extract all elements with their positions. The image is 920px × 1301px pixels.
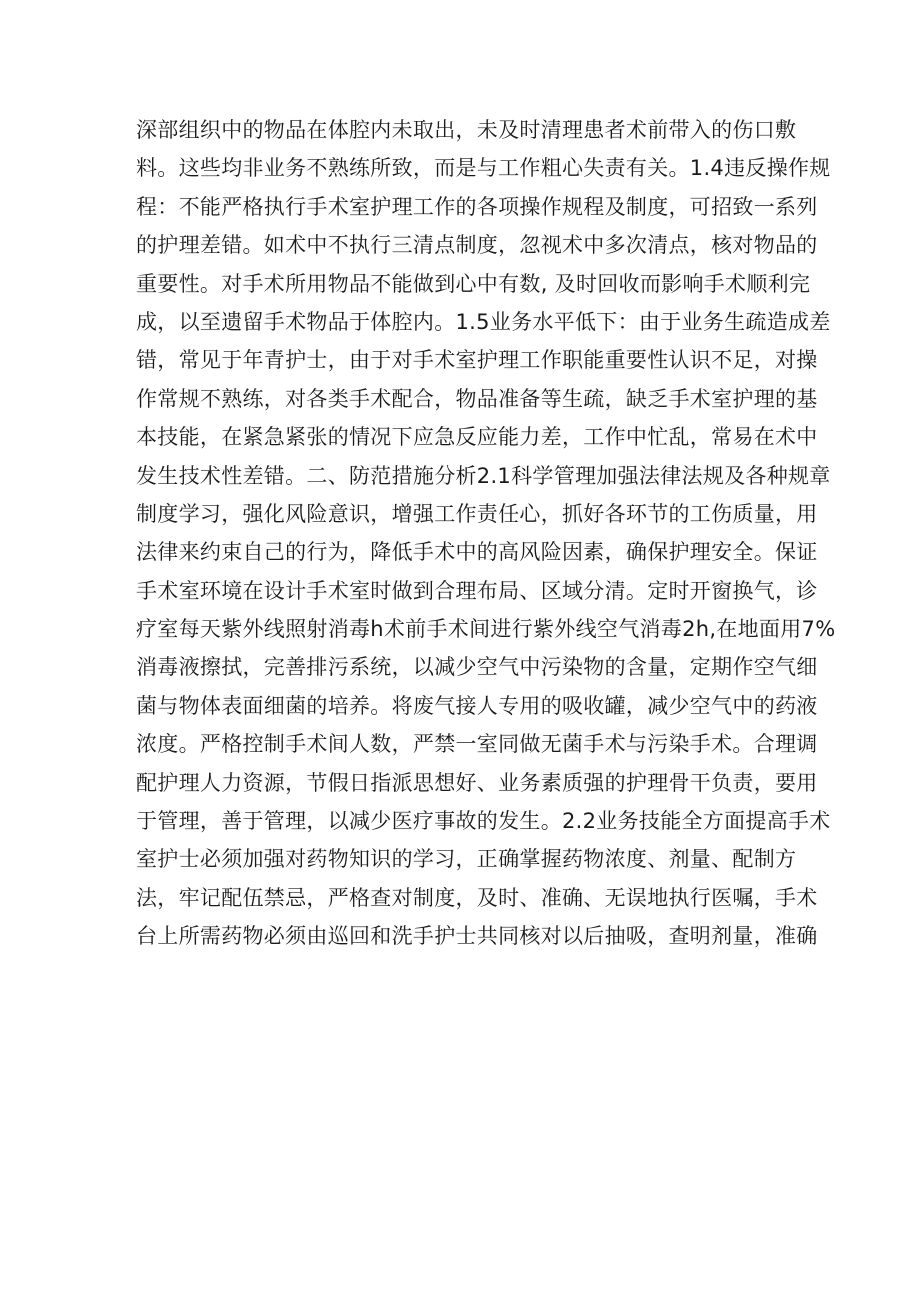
text-line: 台上所需药物必须由巡回和洗手护士共同核对以后抽吸，查明剂量，准确: [136, 924, 818, 949]
text-line: 成，以至遗留手术物品于体腔内。1.5业务水平低下：由于业务生疏造成差: [136, 309, 831, 334]
text-line: 程：不能严格执行手术室护理工作的各项操作规程及制度，可招致一系列: [136, 194, 818, 219]
text-line: 消毒液擦拭，完善排污系统，以减少空气中污染物的含量，定期作空气细: [136, 655, 818, 680]
text-line: 配护理人力资源，节假日指派思想好、业务素质强的护理骨干负责，要用: [136, 770, 818, 795]
text-line: 疗室每天紫外线照射消毒h术前手术间进行紫外线空气消毒2h,在地面用7%: [136, 617, 836, 642]
text-line: 深部组织中的物品在体腔内未取出，未及时清理患者术前带入的伤口敷: [136, 118, 797, 142]
text-line: 作常规不熟练，对各类手术配合，物品准备等生疏，缺乏手术室护理的基: [136, 386, 818, 411]
text-line: 制度学习，强化风险意识，增强工作责任心，抓好各环节的工伤质量，用: [136, 501, 818, 526]
text-line: 的护理差错。如术中不执行三清点制度，忽视术中多次清点，核对物品的: [136, 233, 818, 258]
body-text: [136, 111, 836, 956]
text-line: 室护士必须加强对药物知识的学习，正确掌握药物浓度、剂量、配制方: [136, 847, 797, 872]
text-line: 法，牢记配伍禁忌，严格查对制度，及时、准确、无误地执行医嘱，手术: [136, 885, 818, 910]
text-line: 浓度。严格控制手术间人数，严禁一室同做无菌手术与污染手术。合理调: [136, 732, 818, 757]
text-line: 错，常见于年青护士，由于对手术室护理工作职能重要性认识不足，对操: [136, 348, 818, 373]
text-line: 本技能，在紧急紧张的情况下应急反应能力差，工作中忙乱，常易在术中: [136, 425, 818, 450]
text-line: 重要性。对手术所用物品不能做到心中有数, 及时回收而影响手术顺利完: [136, 271, 811, 296]
text-line: 发生技术性差错。二、防范措施分析2.1科学管理加强法律法规及各种规章: [136, 463, 831, 488]
text-line: 手术室环境在设计手术室时做到合理布局、区域分清。定时开窗换气，诊: [136, 578, 818, 603]
text-line: 于管理，善于管理，以减少医疗事故的发生。2.2业务技能全方面提高手术: [136, 809, 831, 834]
text-line: 法律来约束自己的行为，降低手术中的高风险因素，确保护理安全。保证: [136, 540, 818, 565]
text-line: 料。这些均非业务不熟练所致，而是与工作粗心失责有关。1.4违反操作规: [136, 156, 831, 181]
text-line: 菌与物体表面细菌的培养。将废气接人专用的吸收罐，减少空气中的药液: [136, 693, 818, 718]
